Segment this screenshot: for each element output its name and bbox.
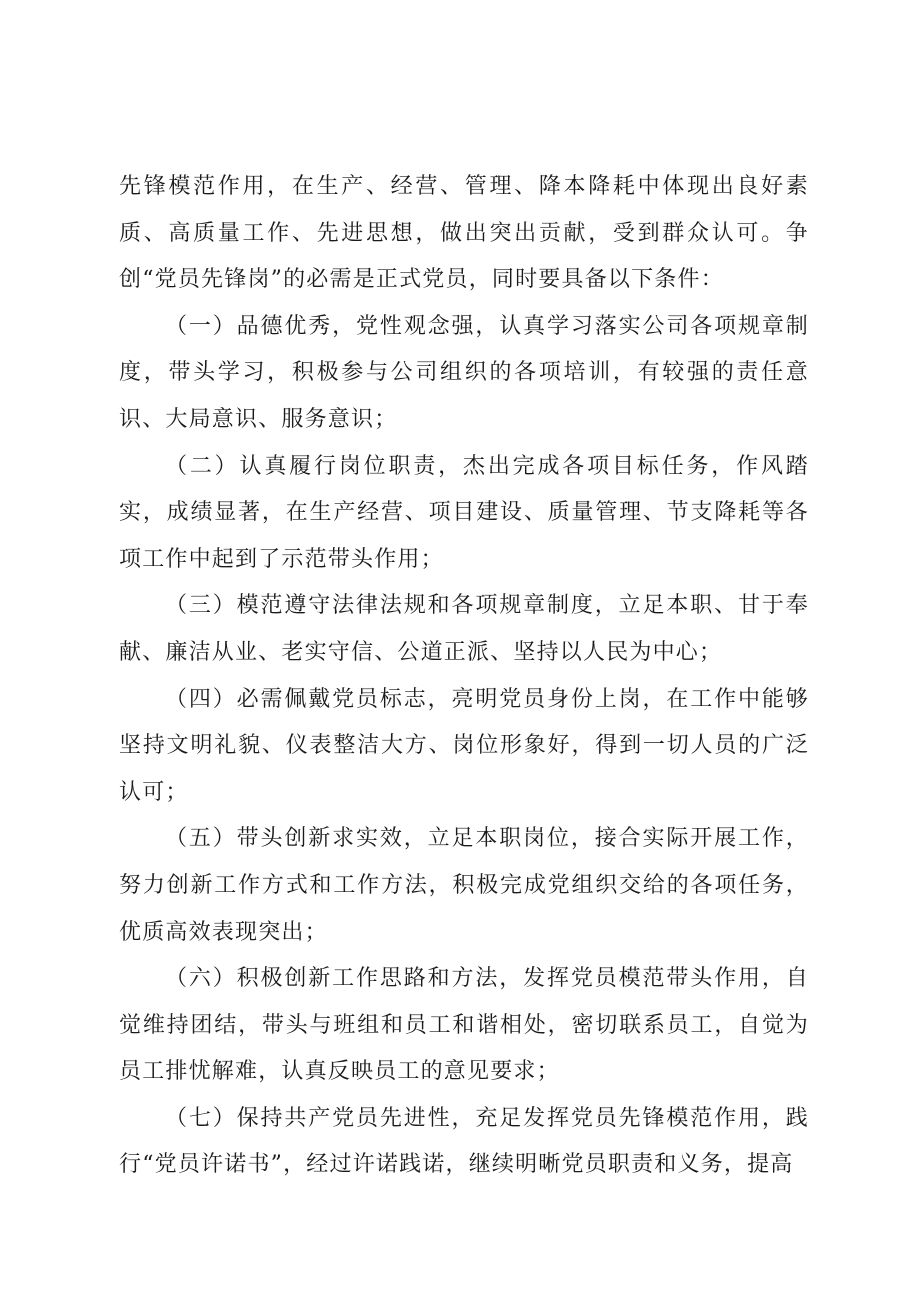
paragraph-item-7: （七）保持共产党员先进性，充足发挥党员先锋模范作用，践行“党员许诺书”，经过许诺践诺，继续明晰党员职责和义务，提高 — [119, 1105, 809, 1178]
document-body — [119, 164, 809, 1189]
paragraph-item-6: （六）积极创新工作思路和方法，发挥党员模范带头作用，自觉维持团结，带头与班组和员工和谐相处，密切联系员工，自觉为员工排忧解难，认真反映员工的意见要求； — [119, 966, 809, 1085]
paragraph-item-2: （二）认真履行岗位职责，杰出完成各项目标任务，作风踏实，成绩显著，在生产经营、项目建设、质量管理、节支降耗等各项工作中起到了示范带头作用； — [119, 453, 809, 572]
paragraph-item-4: （四）必需佩戴党员标志，亮明党员身份上岗，在工作中能够坚持文明礼貌、仪表整洁大方、岗位形象好，得到一切人员的广泛认可； — [119, 686, 809, 805]
paragraph-item-5: （五）带头创新求实效，立足本职岗位，接合实际开展工作，努力创新工作方式和工作方法，积极完成党组织交给的各项任务，优质高效表现突出； — [119, 826, 809, 945]
paragraph-item-1: （一）品德优秀，党性观念强，认真学习落实公司各项规章制度，带头学习，积极参与公司组织的各项培训，有较强的责任意识、大局意识、服务意识； — [119, 313, 809, 432]
paragraph-intro: 先锋模范作用，在生产、经营、管理、降本降耗中体现出良好素质、高质量工作、先进思想，做出突出贡献，受到群众认可。争创“党员先锋岗”的必需是正式党员，同时要具备以下条件： — [119, 174, 809, 293]
paragraph-item-3: （三）模范遵守法律法规和各项规章制度，立足本职、甘于奉献、廉洁从业、老实守信、公道正派、坚持以人民为中心； — [119, 593, 809, 665]
